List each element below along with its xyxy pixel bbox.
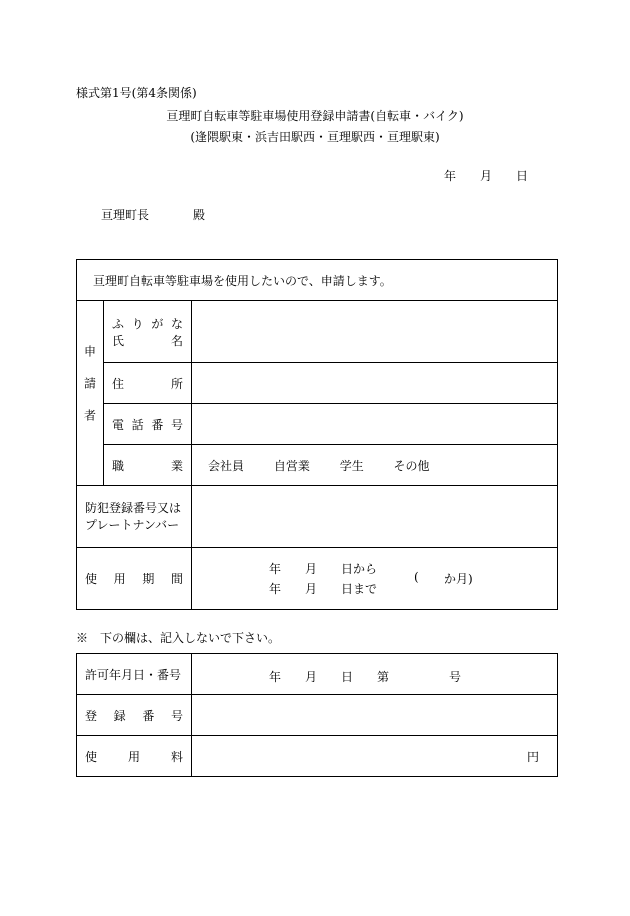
permit-go: 号 xyxy=(449,670,462,684)
plate-label-2: プレートナンバー xyxy=(85,517,180,532)
period-label: 使 用 期 間 xyxy=(85,572,183,586)
fee-label: 使 用 料 xyxy=(85,749,183,764)
address-field[interactable] xyxy=(192,363,558,404)
fee-field xyxy=(192,736,558,777)
registration-label: 登 録 番 号 xyxy=(85,708,183,723)
occupation-other[interactable]: その他 xyxy=(393,458,430,473)
plate-field[interactable] xyxy=(192,486,558,548)
registration-label-cell xyxy=(77,695,192,736)
addressee-honorific: 殿 xyxy=(193,208,206,222)
period-from-month: 月 xyxy=(305,562,318,576)
permit-label: 許可年月日・番号 xyxy=(77,654,192,695)
phone-label-cell xyxy=(104,404,192,445)
permit-day: 日 xyxy=(341,670,354,684)
occupation-student[interactable]: 学生 xyxy=(339,458,364,473)
form-number: 様式第1号(第4条関係) xyxy=(76,86,197,100)
occupation-label-cell xyxy=(104,445,192,486)
period-months-open: ( xyxy=(414,570,419,584)
address-label: 住 所 xyxy=(112,376,183,391)
period-months-close: か月) xyxy=(444,572,473,586)
phone-field[interactable] xyxy=(192,404,558,445)
fee-unit: 円 xyxy=(526,749,539,764)
period-to-month: 月 xyxy=(305,582,318,596)
permit-field xyxy=(192,654,558,695)
date-year: 年 xyxy=(444,169,457,183)
period-label-cell xyxy=(77,548,192,610)
plate-label-cell xyxy=(77,486,192,548)
furigana-label: ふ り が な xyxy=(112,316,183,331)
name-label: 氏 名 xyxy=(112,333,183,348)
occupation-self-employed[interactable]: 自営業 xyxy=(273,458,310,473)
period-to-day: 日まで xyxy=(341,582,378,596)
permit-month: 月 xyxy=(305,670,318,684)
permit-year: 年 xyxy=(269,670,282,684)
permit-dai: 第 xyxy=(377,670,390,684)
application-table xyxy=(76,259,558,610)
occupation-label: 職 業 xyxy=(112,458,183,473)
fee-label-cell xyxy=(77,736,192,777)
occupation-options xyxy=(192,445,558,486)
plate-label-1: 防犯登録番号又は xyxy=(85,500,182,515)
addressee-name: 亘理町長 xyxy=(101,208,150,222)
form-title: 亘理町自転車等駐車場使用登録申請書(自転車・バイク) xyxy=(166,109,464,123)
period-from-year: 年 xyxy=(269,562,282,576)
form-subtitle: (逢隈駅東・浜吉田駅西・亘理駅西・亘理駅東) xyxy=(190,130,440,144)
date-month: 月 xyxy=(480,169,493,183)
period-field[interactable] xyxy=(192,548,558,610)
application-statement: 亘理町自転車等駐車場を使用したいので、申請します。 xyxy=(77,260,558,301)
address-label-cell xyxy=(104,363,192,404)
period-to-year: 年 xyxy=(269,582,282,596)
period-from-day: 日から xyxy=(341,562,378,576)
phone-label: 電 話 番 号 xyxy=(112,417,183,432)
applicant-label: 申請者 xyxy=(77,301,104,486)
name-field[interactable] xyxy=(192,301,558,363)
office-table xyxy=(76,653,558,777)
office-note: ※ 下の欄は、記入しないで下さい。 xyxy=(76,631,281,645)
date-day: 日 xyxy=(516,169,529,183)
registration-field xyxy=(192,695,558,736)
name-label-cell xyxy=(104,301,192,363)
occupation-company[interactable]: 会社員 xyxy=(208,458,245,473)
